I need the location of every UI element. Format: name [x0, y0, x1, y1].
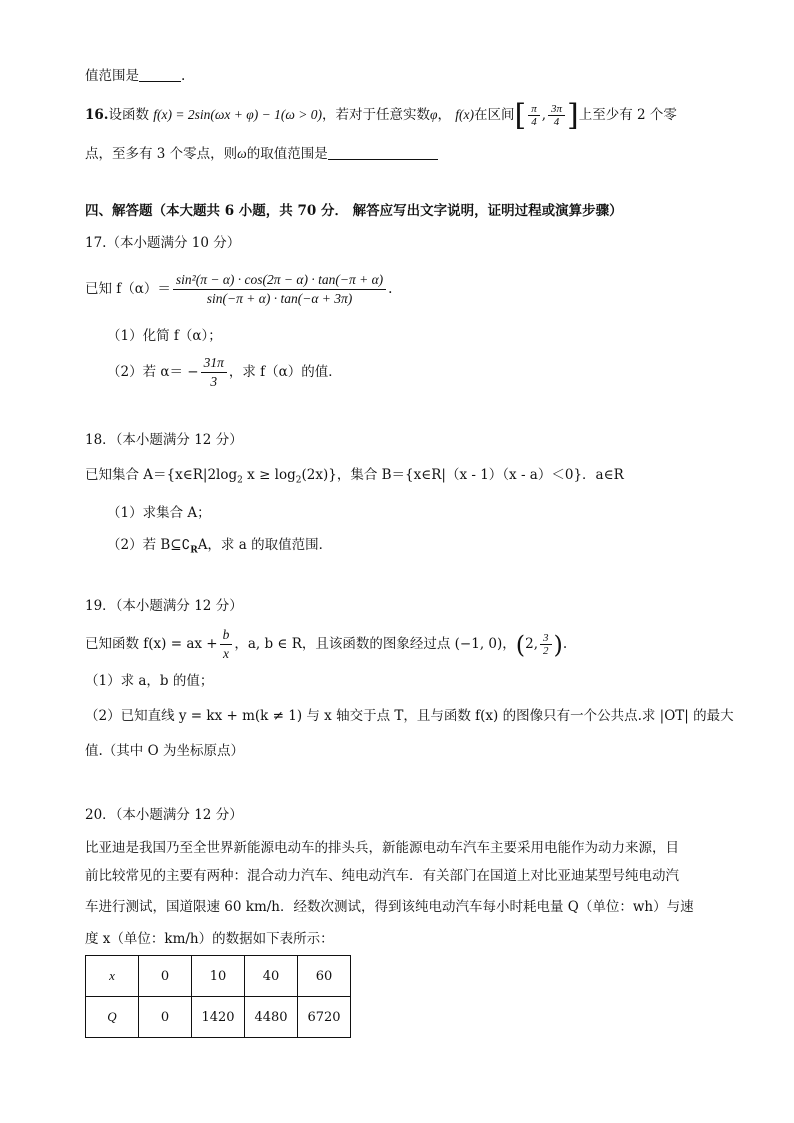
q18-stmt-b: x ≥ log — [242, 467, 296, 483]
q15-tail-text: 值范围是 — [85, 68, 139, 84]
answer-blank[interactable] — [139, 67, 181, 82]
q19-point-pre: 2, — [525, 636, 539, 652]
q17-given-label: 已知 f（α）＝ — [85, 281, 171, 297]
q17-given — [85, 266, 392, 312]
q17-fraction — [173, 271, 386, 308]
q19-fraction — [220, 626, 233, 663]
q17-part2-fraction — [201, 354, 227, 391]
q17-part2-num: 31π — [201, 354, 227, 373]
q16-omega: ω — [237, 146, 247, 161]
q17-part2-den: 3 — [210, 374, 218, 389]
q16-line2 — [85, 144, 438, 164]
q19-part2: （2）已知直线 y = kx + m(k ≠ 1) 与 x 轴交于点 T，且与函数 f(x) 的图像只有一个公共点.求 |OT| 的最大 — [85, 708, 734, 724]
q16-line2-post: 的取值范围是 — [246, 146, 328, 162]
q18-header: 18．（本小题满分 12 分） — [85, 432, 243, 448]
q19-point-num: 3 — [540, 632, 552, 645]
q20-para-line4: 度 x（单位：km/h）的数据如下表所示： — [85, 931, 334, 947]
section-title: 四、解答题（本大题共 6 小题，共 70 分． 解答应写出文字说明，证明过程或演算步骤） — [85, 203, 623, 219]
table-cell: x — [86, 956, 139, 997]
q18-part2-pre: （2）若 B⊆∁ — [107, 537, 191, 553]
q19-header: 19．（本小题满分 12 分） — [85, 598, 243, 614]
right-paren: ) — [553, 630, 563, 659]
q17-part2-post: ，求 f（α）的值． — [228, 364, 342, 380]
q19-point-den: 2 — [543, 645, 549, 657]
q18-stmt-a: 已知集合 A＝{x∈R|2log — [85, 467, 238, 483]
q16-b-den: 4 — [553, 116, 560, 128]
q16-a-num: π — [528, 103, 540, 116]
q19-point-fraction — [540, 632, 552, 657]
q16-suffix: 上至少有 2 个零 — [578, 107, 677, 123]
left-paren: ( — [515, 630, 526, 659]
table-body — [86, 956, 351, 1038]
q16-a-den: 4 — [531, 116, 537, 128]
q15-tail — [85, 66, 185, 86]
q17-numerator: sin²(π − α) · cos(2π − α) · tan(−π + α) — [173, 271, 386, 290]
table-cell: 1420 — [192, 997, 245, 1038]
table-cell: 6720 — [298, 997, 351, 1038]
q16-number: 16. — [85, 107, 109, 123]
q18-stmt-c: (2x)}，集合 B＝{x∈R|（x - 1）（x - a）＜0}．a∈R — [301, 467, 624, 483]
table-cell: 0 — [139, 997, 192, 1038]
q19-given-mid: ，a, b ∈ R，且该函数的图象经过点 (−1, 0)， — [234, 636, 516, 652]
q18-sub-a: 2 — [237, 475, 243, 486]
q18-part2-post: A，求 a 的取值范围． — [197, 537, 333, 553]
table-cell: 0 — [139, 956, 192, 997]
q19-frac-den: x — [222, 646, 229, 661]
q19-part1: （1）求 a，b 的值； — [85, 673, 214, 689]
q19-given-pre: 已知函数 f(x) = ax + — [85, 636, 218, 652]
q18-statement — [85, 465, 624, 491]
q16-phi: φ — [429, 107, 438, 122]
q17-end: . — [388, 281, 393, 297]
q16-fx: f(x) — [455, 107, 474, 122]
q17-part1: （1）化简 f（α）； — [107, 328, 222, 344]
q18-part2 — [107, 535, 332, 561]
q19-frac-num: b — [220, 626, 233, 645]
q15-tail-end: . — [181, 68, 186, 84]
q20-para-line3: 车进行测试，国道限速 60 km/h．经数次测试，得到该纯电动汽车每小时耗电量 Q（单位：wh）与速 — [85, 899, 694, 915]
q20-para-line2: 前比较常见的主要有两种：混合动力汽车、纯电动汽车．有关部门在国道上对比亚迪某型号纯电动汽 — [85, 868, 679, 884]
q16-interval-end — [548, 103, 565, 128]
table-cell: 60 — [298, 956, 351, 997]
table-cell: 40 — [245, 956, 298, 997]
table-cell: Q — [86, 997, 139, 1038]
right-bracket: ] — [567, 97, 579, 133]
q20-para-line1: 比亚迪是我国乃至全世界新能源电动车的排头兵，新能源电动车汽车主要采用电能作为动力来源，目 — [85, 840, 679, 856]
table-row — [86, 997, 351, 1038]
q16-prefix: 设函数 — [108, 107, 149, 123]
q19-given-end: . — [562, 636, 568, 652]
answer-blank[interactable] — [328, 145, 438, 160]
q16-function: f(x) = 2sin(ωx + φ) − 1(ω > 0) — [153, 107, 322, 122]
q16-b-num: 3π — [548, 103, 565, 116]
q16-interval-word: 在区间 — [473, 107, 515, 123]
q17-header: 17.（本小题满分 10 分） — [85, 235, 241, 251]
q18-part2-sub: R — [190, 545, 198, 556]
q17-part2-pre: （2）若 α＝ − — [107, 364, 199, 380]
table-cell: 4480 — [245, 997, 298, 1038]
q19-part2-line2: 值.（其中 O 为坐标原点） — [85, 743, 244, 759]
table-cell: 10 — [192, 956, 245, 997]
q16-interval-start — [528, 103, 540, 128]
q20-data-table — [85, 955, 351, 1038]
q20-header: 20．（本小题满分 12 分） — [85, 807, 243, 823]
q18-part1: （1）求集合 A； — [107, 505, 211, 521]
q17-denominator: sin(−π + α) · tan(−α + 3π) — [206, 291, 353, 306]
q16-comma: ， — [437, 107, 451, 123]
table-row — [86, 956, 351, 997]
left-bracket: [ — [514, 97, 527, 133]
q16-line1: 16.设函数 f(x) = 2sin(ωx + φ) − 1(ω > 0)，若对于任意实数φ， f(x)在区间[ $\frac{\pi}{4}$ , $\frac{3\pi}{4}$ ]上至少有 2 个零 — [85, 97, 677, 133]
q18-sub-b: 2 — [295, 475, 302, 486]
q17-part2 — [107, 352, 342, 392]
q16-mid: ，若对于任意实数 — [321, 107, 430, 123]
q19-given — [85, 624, 567, 664]
q16-line2-pre: 点，至多有 3 个零点，则 — [85, 146, 238, 162]
